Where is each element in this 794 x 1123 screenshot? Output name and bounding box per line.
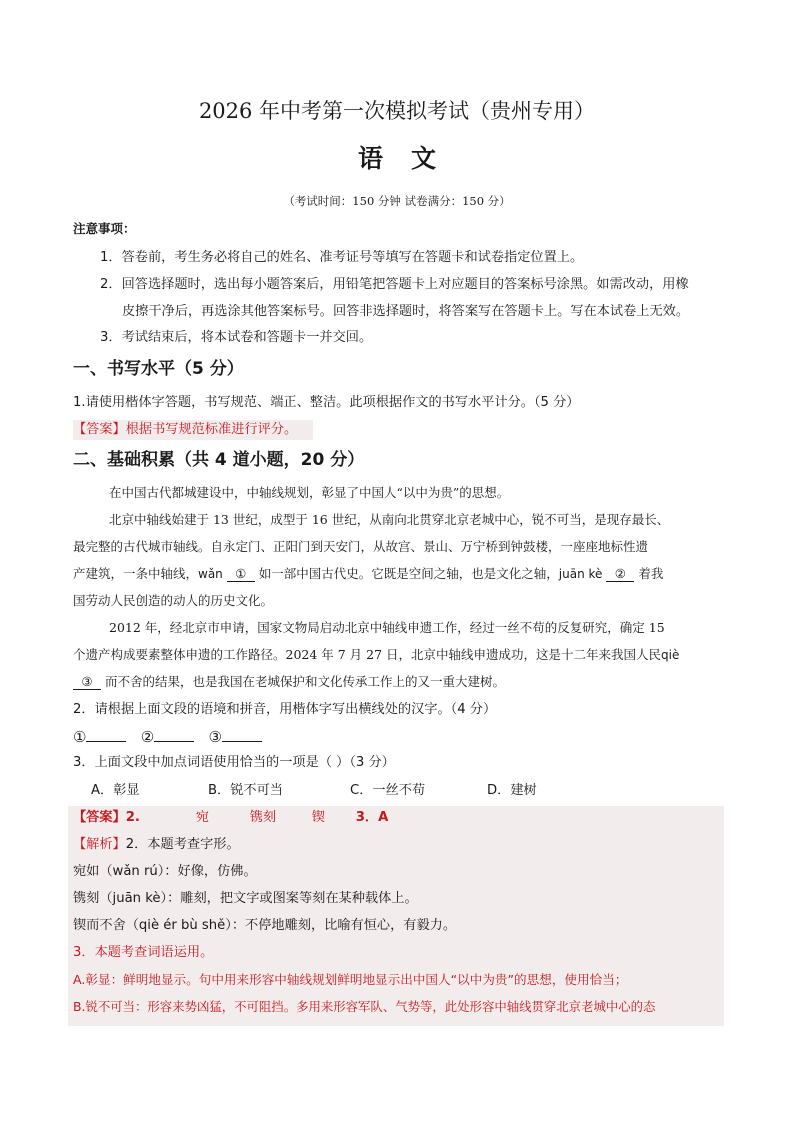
analysis-line-2: 镌刻（juān kè）：雕刻，把文字或图案等刻在某种载体上。 bbox=[73, 891, 418, 906]
passage-text: 产建筑，一条中轴线， bbox=[73, 566, 199, 581]
analysis-intro: 2．本题考查字形。 bbox=[125, 837, 240, 852]
question-2: 2．请根据上面文段的语境和拼音，用楷体字写出横线处的汉字。（4 分） bbox=[73, 702, 497, 717]
passage-p1: 在中国古代都城建设中，中轴线规划，彰显了中国人“以中为贵”的思想。 bbox=[109, 485, 510, 500]
notice-item-3: 3．考试结束后，将本试卷和答题卡一并交回。 bbox=[100, 330, 373, 345]
pinyin-1: wǎn bbox=[198, 567, 223, 581]
question-2-blanks bbox=[73, 727, 262, 747]
subject-title: 语文 bbox=[357, 144, 464, 173]
analysis-line-1: 宛如（wǎn rú）：好像，仿佛。 bbox=[73, 864, 257, 879]
passage-p2-line-1: 北京中轴线始建于 13 世纪，成型于 16 世纪，从南向北贯穿北京老城中心，锐不可当，是现存最长、 bbox=[109, 512, 670, 527]
answer-2-3: 【答案】2. 宛 镌刻 锲 3．A bbox=[73, 810, 389, 825]
answer-blank-2[interactable]: ② bbox=[141, 728, 194, 746]
analysis-line-5: A.彰显：鲜明地显示。句中用来形容中轴线规划鲜明地显示出中国人“以中为贵”的思想，使用恰当； bbox=[73, 972, 628, 987]
passage-p2-line-4: 国劳动人民创造的动人的历史文化。 bbox=[73, 593, 274, 608]
question-1: 1.请使用楷体字答题，书写规范、端正、整洁。此项根据作文的书写水平计分。（5 分） bbox=[73, 395, 580, 410]
answer-1-text: 根据书写规范标准进行评分。 bbox=[125, 422, 298, 437]
analysis-tag: 【解析】 bbox=[73, 837, 126, 852]
pinyin-3: qiè bbox=[661, 648, 680, 662]
passage-text: 而不舍的结果，也是我国在老城保护和文化传承工作上的又一重大建树。 bbox=[104, 674, 505, 689]
answer-tag: 【答案】 bbox=[73, 810, 126, 825]
analysis-line-3: 锲而不舍（qiè ér bù shě）：不停地雕刻，比喻有恒心，有毅力。 bbox=[73, 918, 457, 933]
section-1-heading: 一、书写水平（5 分） bbox=[73, 359, 244, 379]
option-a[interactable]: A．彰显 bbox=[91, 783, 140, 798]
passage-p2-line-3 bbox=[73, 564, 663, 584]
exam-info: （考试时间：150 分钟 试卷满分：150 分） bbox=[283, 194, 511, 208]
question-3: 3．上面文段中加点词语使用恰当的一项是（ ）（3 分） bbox=[73, 755, 395, 770]
pinyin-2: juān kè bbox=[558, 567, 603, 581]
analysis-line-6: B.锐不可当：形容来势凶猛，不可阻挡。多用来形容军队、气势等，此处形容中轴线贯穿北京老城中心的态 bbox=[73, 999, 656, 1014]
analysis-line-4: 3．本题考查词语运用。 bbox=[73, 945, 214, 960]
passage-p3-line-1: 2012 年，经北京市申请，国家文物局启动北京中轴线申遗工作，经过一丝不苟的反复研究，确定 15 bbox=[109, 620, 665, 635]
passage-text: 着我 bbox=[638, 566, 664, 581]
section-2-heading: 二、基础积累（共 4 道小题，20 分） bbox=[73, 450, 365, 470]
notice-item-2-line-1: 2．回答选择题时，选出每小题答案后，用铅笔把答题卡上对应题目的答案标号涂黑。如需改动，用橡 bbox=[100, 277, 689, 292]
notice-heading: 注意事项： bbox=[73, 221, 136, 236]
exam-title: 2026 年中考第一次模拟考试（贵州专用） bbox=[198, 99, 596, 123]
passage-text: 个遗产构成要素整体申遗的工作路径。2024 年 7 月 27 日，北京中轴线申遗成功，这是十二年来我国人民 bbox=[73, 647, 662, 662]
passage-text: 如一部中国古代史。它既是空间之轴，也是文化之轴， bbox=[258, 566, 559, 581]
answer-blank-3[interactable]: ③ bbox=[209, 728, 262, 746]
analysis-heading bbox=[73, 835, 240, 855]
answer-blank-1[interactable]: ① bbox=[73, 728, 126, 746]
blank-1[interactable]: ① bbox=[227, 566, 255, 582]
notice-item-1: 1．答卷前，考生务必将自己的姓名、准考证号等填写在答题卡和试卷指定位置上。 bbox=[100, 250, 584, 265]
passage-p3-line-3 bbox=[73, 672, 505, 692]
option-b[interactable]: B．锐不可当 bbox=[208, 783, 283, 798]
passage-p2-line-2: 最完整的古代城市轴线。自永定门、正阳门到天安门，从故宫、景山、万宁桥到钟鼓楼，一座座地标性遗 bbox=[73, 539, 649, 554]
blank-2[interactable]: ② bbox=[606, 566, 634, 582]
passage-p3-line-2 bbox=[73, 645, 679, 665]
notice-item-2-line-2: 皮擦干净后，再选涂其他答案标号。回答非选择题时，将答案写在答题卡上。写在本试卷上无效。 bbox=[122, 304, 690, 319]
option-d[interactable]: D．建树 bbox=[487, 783, 537, 798]
answer-1 bbox=[73, 420, 313, 440]
answer-tag: 【答案】 bbox=[73, 422, 126, 437]
blank-3[interactable]: ③ bbox=[73, 674, 101, 690]
option-c[interactable]: C．一丝不苟 bbox=[350, 783, 426, 798]
